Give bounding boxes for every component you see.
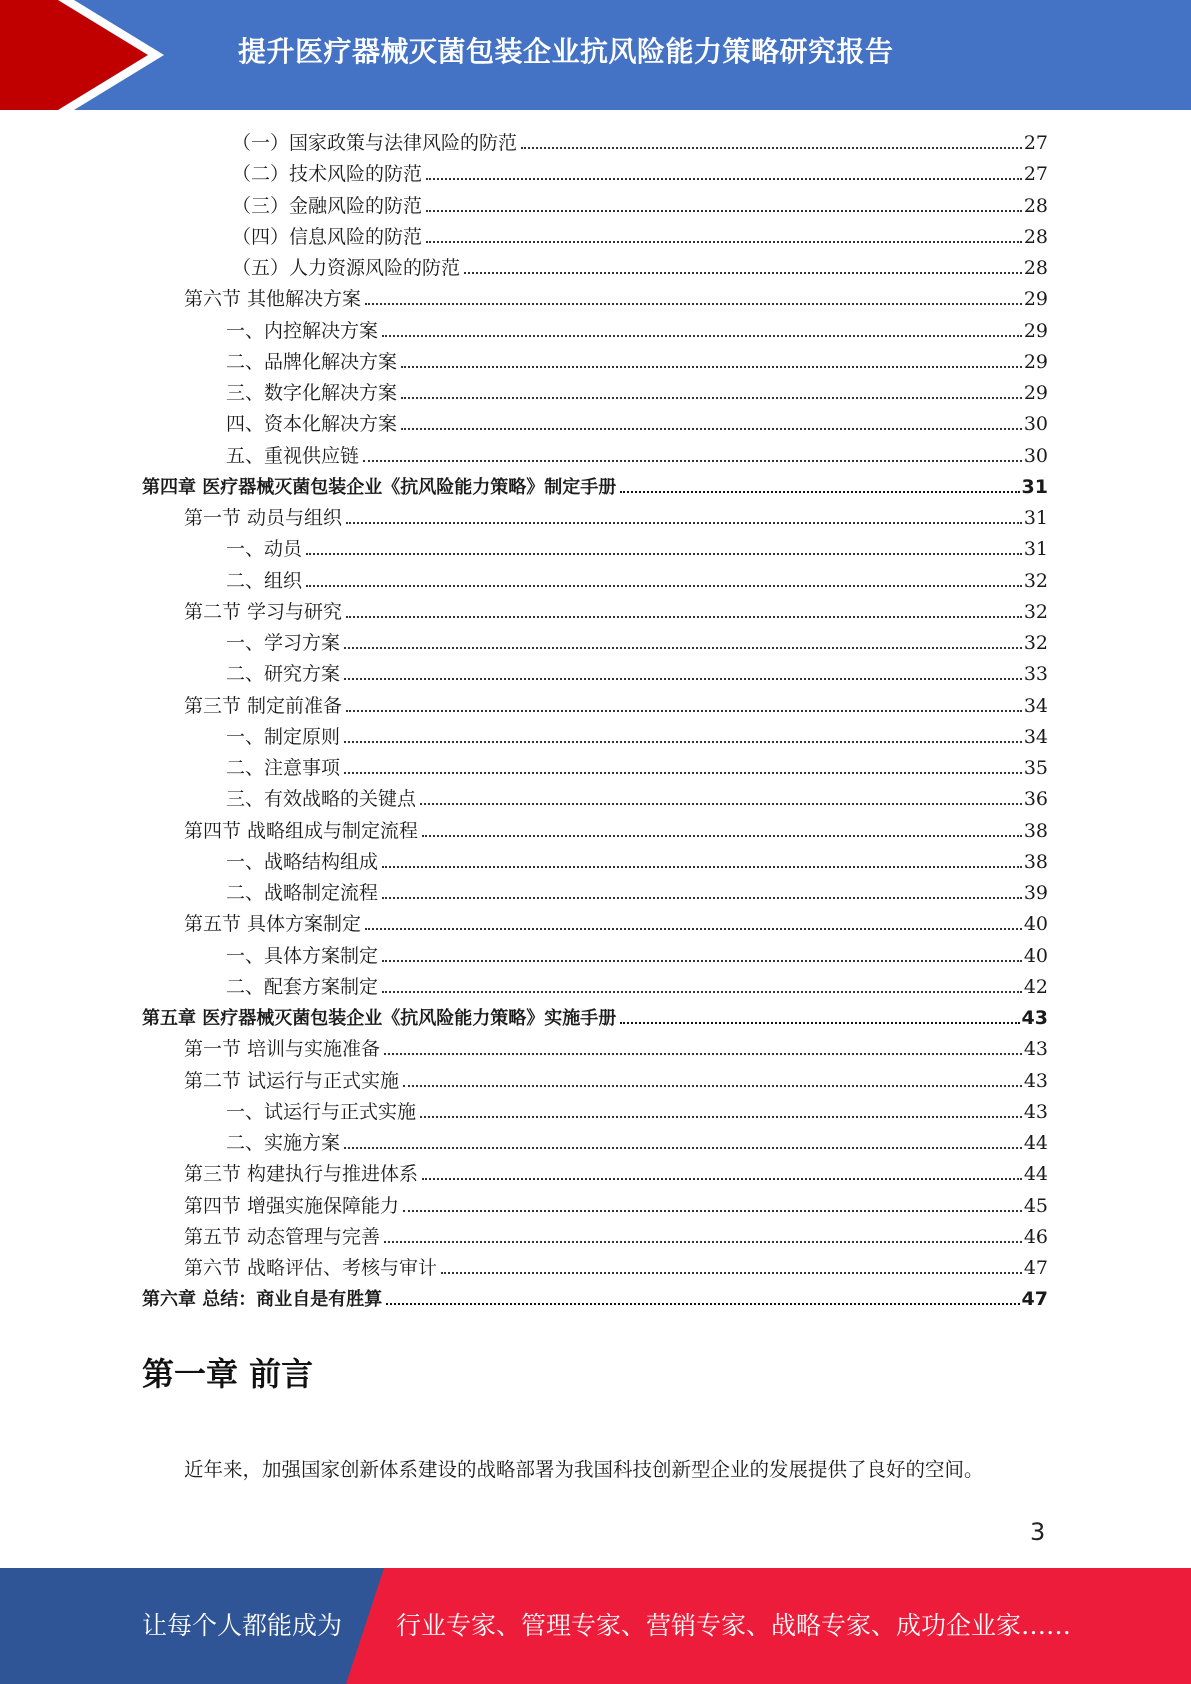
toc-entry-subitem[interactable]	[142, 191, 1048, 222]
report-title: 提升医疗器械灭菌包装企业抗风险能力策略研究报告	[238, 35, 894, 68]
toc-leader-dots	[344, 741, 1022, 743]
toc-entry-title: 二、组织	[226, 569, 303, 592]
toc-entry-subitem[interactable]	[142, 159, 1048, 190]
toc-entry-title: 二、研究方案	[226, 663, 341, 686]
toc-leader-dots	[426, 210, 1022, 212]
toc-leader-dots	[363, 460, 1022, 462]
toc-entry-title: 第五节 动态管理与完善	[184, 1225, 381, 1248]
toc-entry-page: 28	[1023, 225, 1048, 248]
toc-leader-dots	[382, 335, 1022, 337]
toc-entry-item[interactable]	[142, 441, 1048, 472]
toc-leader-dots	[521, 147, 1022, 149]
toc-entry-item[interactable]	[142, 347, 1048, 378]
toc-entry-title: 第六节 其他解决方案	[184, 288, 362, 311]
toc-leader-dots	[620, 491, 1019, 493]
toc-entry-item[interactable]	[142, 534, 1048, 565]
toc-entry-item[interactable]	[142, 847, 1048, 878]
toc-leader-dots	[382, 960, 1022, 962]
toc-entry-title: 二、品牌化解决方案	[226, 350, 398, 373]
toc-entry-page: 43	[1023, 1069, 1048, 1092]
toc-leader-dots	[344, 1147, 1022, 1149]
toc-leader-dots	[386, 1303, 1019, 1305]
toc-entry-section[interactable]	[142, 284, 1048, 315]
toc-entry-page: 39	[1023, 882, 1048, 904]
toc-entry-subitem[interactable]	[142, 128, 1048, 159]
toc-entry-section[interactable]	[142, 597, 1048, 628]
toc-entry-page: 28	[1023, 194, 1048, 217]
toc-leader-dots	[344, 772, 1022, 774]
toc-entry-page: 40	[1023, 913, 1048, 936]
toc-entry-page: 34	[1023, 725, 1048, 748]
toc-entry-item[interactable]	[142, 1097, 1048, 1128]
toc-entry-page: 47	[1021, 1288, 1048, 1311]
toc-leader-dots	[382, 897, 1022, 899]
toc-entry-title: 一、动员	[226, 538, 303, 561]
toc-entry-section[interactable]	[142, 1159, 1048, 1190]
toc-leader-dots	[382, 991, 1022, 993]
toc-entry-chapter[interactable]	[142, 1003, 1048, 1034]
toc-entry-chapter[interactable]	[142, 472, 1048, 503]
toc-leader-dots	[382, 866, 1022, 868]
toc-entry-item[interactable]	[142, 878, 1048, 909]
toc-entry-title: 一、制定原则	[226, 725, 341, 748]
toc-entry-title: 第三节 构建执行与推进体系	[184, 1163, 419, 1186]
toc-entry-section[interactable]	[142, 909, 1048, 940]
toc-entry-page: 32	[1023, 632, 1048, 654]
toc-leader-dots	[384, 1241, 1022, 1243]
toc-leader-dots	[365, 303, 1022, 305]
toc-entry-item[interactable]	[142, 566, 1048, 597]
toc-leader-dots	[620, 1022, 1019, 1024]
toc-entry-page: 29	[1023, 288, 1048, 311]
toc-entry-title: 第四节 增强实施保障能力	[184, 1194, 400, 1217]
toc-entry-title: 一、战略结构组成	[226, 850, 379, 873]
toc-entry-title: 三、有效战略的关键点	[226, 788, 417, 811]
toc-entry-section[interactable]	[142, 503, 1048, 534]
toc-entry-page: 30	[1023, 413, 1048, 436]
toc-entry-title: 四、资本化解决方案	[226, 413, 398, 436]
toc-entry-page: 36	[1023, 788, 1048, 811]
toc-entry-title: 二、注意事项	[226, 757, 341, 779]
toc-entry-title: 第五章 医疗器械灭菌包装企业《抗风险能力策略》实施手册	[142, 1008, 617, 1029]
toc-leader-dots	[464, 272, 1022, 274]
toc-leader-dots	[401, 428, 1022, 430]
toc-entry-page: 29	[1023, 319, 1048, 342]
toc-entry-section[interactable]	[142, 1253, 1048, 1284]
toc-entry-page: 31	[1023, 507, 1048, 529]
toc-entry-section[interactable]	[142, 691, 1048, 722]
toc-entry-page: 32	[1023, 600, 1048, 623]
toc-entry-chapter[interactable]	[142, 1284, 1048, 1315]
toc-entry-page: 31	[1021, 475, 1048, 498]
toc-entry-title: 第六章 总结：商业自是有胜算	[142, 1289, 383, 1311]
toc-entry-item[interactable]	[142, 378, 1048, 409]
toc-leader-dots	[346, 616, 1022, 618]
toc-entry-title: 第二节 试运行与正式实施	[184, 1069, 400, 1092]
toc-leader-dots	[403, 1210, 1022, 1212]
toc-entry-title: 第三节 制定前准备	[184, 694, 343, 717]
toc-leader-dots	[420, 1116, 1022, 1118]
toc-entry-item[interactable]	[142, 659, 1048, 690]
toc-leader-dots	[403, 1085, 1022, 1087]
toc-entry-page: 34	[1023, 694, 1048, 717]
toc-entry-title: 一、内控解决方案	[226, 319, 379, 342]
page-number: 3	[1030, 1518, 1046, 1546]
toc-leader-dots	[344, 678, 1022, 680]
toc-entry-page: 42	[1023, 975, 1048, 998]
toc-entry-title: 二、战略制定流程	[226, 882, 379, 904]
toc-entry-page: 47	[1023, 1257, 1048, 1279]
toc-entry-page: 38	[1023, 819, 1048, 842]
toc-entry-item[interactable]	[142, 628, 1048, 659]
toc-entry-page: 30	[1023, 444, 1048, 467]
toc-entry-title: 第四章 医疗器械灭菌包装企业《抗风险能力策略》制定手册	[142, 476, 617, 498]
chapter-heading: 第一章 前言	[142, 1355, 314, 1393]
body-paragraph: 近年来，加强国家创新体系建设的战略部署为我国科技创新型企业的发展提供了良好的空间。	[184, 1458, 984, 1481]
toc-entry-page: 44	[1023, 1132, 1048, 1154]
toc-leader-dots	[346, 710, 1022, 712]
toc-entry-item[interactable]	[142, 722, 1048, 753]
toc-entry-item[interactable]	[142, 784, 1048, 815]
toc-entry-title: （三）金融风险的防范	[232, 194, 423, 217]
toc-entry-page: 43	[1023, 1038, 1048, 1061]
toc-leader-dots	[401, 397, 1022, 399]
toc-entry-title: 二、配套方案制定	[226, 975, 379, 998]
toc-entry-page: 44	[1023, 1163, 1048, 1186]
toc-leader-dots	[422, 1178, 1022, 1180]
toc-entry-page: 27	[1023, 163, 1048, 186]
toc-entry-page: 27	[1023, 132, 1048, 154]
toc-entry-title: 第二节 学习与研究	[184, 600, 343, 623]
page-footer	[0, 1568, 1191, 1684]
toc-entry-page: 28	[1023, 257, 1048, 279]
toc-entry-page: 29	[1023, 350, 1048, 373]
toc-leader-dots	[420, 803, 1022, 805]
toc-entry-item[interactable]	[142, 1128, 1048, 1159]
toc-entry-title: 三、数字化解决方案	[226, 382, 398, 404]
page-header	[0, 0, 1191, 110]
toc-entry-page: 31	[1023, 538, 1048, 561]
toc-leader-dots	[426, 241, 1022, 243]
toc-entry-title: （一）国家政策与法律风险的防范	[232, 132, 518, 154]
toc-leader-dots	[344, 647, 1022, 649]
toc-entry-page: 33	[1023, 663, 1048, 686]
toc-leader-dots	[422, 835, 1022, 837]
toc-entry-section[interactable]	[142, 1191, 1048, 1222]
footer-slogan: 让每个人都能成为	[142, 1611, 343, 1640]
toc-entry-title: 二、实施方案	[226, 1132, 341, 1154]
toc-entry-section[interactable]	[142, 1066, 1048, 1097]
toc-entry-item[interactable]	[142, 409, 1048, 440]
toc-entry-item[interactable]	[142, 941, 1048, 972]
toc-entry-page: 43	[1021, 1007, 1048, 1029]
toc-entry-page: 40	[1023, 944, 1048, 967]
toc-leader-dots	[441, 1272, 1022, 1274]
toc-entry-page: 43	[1023, 1100, 1048, 1123]
toc-entry-title: 第一节 培训与实施准备	[184, 1038, 381, 1061]
toc-entry-title: （二）技术风险的防范	[232, 163, 423, 186]
toc-entry-section[interactable]	[142, 1222, 1048, 1253]
toc-leader-dots	[306, 553, 1022, 555]
toc-entry-item[interactable]	[142, 753, 1048, 784]
toc-entry-page: 32	[1023, 569, 1048, 592]
table-of-contents	[142, 128, 1048, 1316]
toc-entry-title: 第四节 战略组成与制定流程	[184, 819, 419, 842]
toc-entry-subitem[interactable]	[142, 222, 1048, 253]
toc-entry-page: 35	[1023, 757, 1048, 779]
toc-entry-title: 一、学习方案	[226, 632, 341, 654]
toc-entry-page: 38	[1023, 850, 1048, 873]
toc-entry-subitem[interactable]	[142, 253, 1048, 284]
toc-entry-section[interactable]	[142, 1034, 1048, 1065]
toc-leader-dots	[426, 178, 1022, 180]
toc-entry-page: 29	[1023, 382, 1048, 404]
toc-entry-item[interactable]	[142, 972, 1048, 1003]
toc-entry-page: 46	[1023, 1225, 1048, 1248]
toc-entry-title: 一、具体方案制定	[226, 944, 379, 967]
toc-entry-item[interactable]	[142, 316, 1048, 347]
toc-leader-dots	[384, 1053, 1022, 1055]
toc-entry-title: 一、试运行与正式实施	[226, 1100, 417, 1123]
toc-leader-dots	[346, 522, 1022, 524]
toc-entry-title: 第一节 动员与组织	[184, 507, 343, 529]
toc-entry-title: （五）人力资源风险的防范	[232, 257, 461, 279]
toc-entry-title: 第五节 具体方案制定	[184, 913, 362, 936]
toc-entry-title: 五、重视供应链	[226, 444, 360, 467]
toc-entry-page: 45	[1023, 1194, 1048, 1217]
toc-entry-section[interactable]	[142, 816, 1048, 847]
toc-entry-title: （四）信息风险的防范	[232, 225, 423, 248]
toc-leader-dots	[365, 928, 1022, 930]
toc-leader-dots	[401, 366, 1022, 368]
toc-leader-dots	[306, 585, 1022, 587]
toc-entry-title: 第六节 战略评估、考核与审计	[184, 1257, 438, 1279]
footer-roles: 行业专家、管理专家、营销专家、战略专家、成功企业家……	[396, 1611, 1072, 1640]
